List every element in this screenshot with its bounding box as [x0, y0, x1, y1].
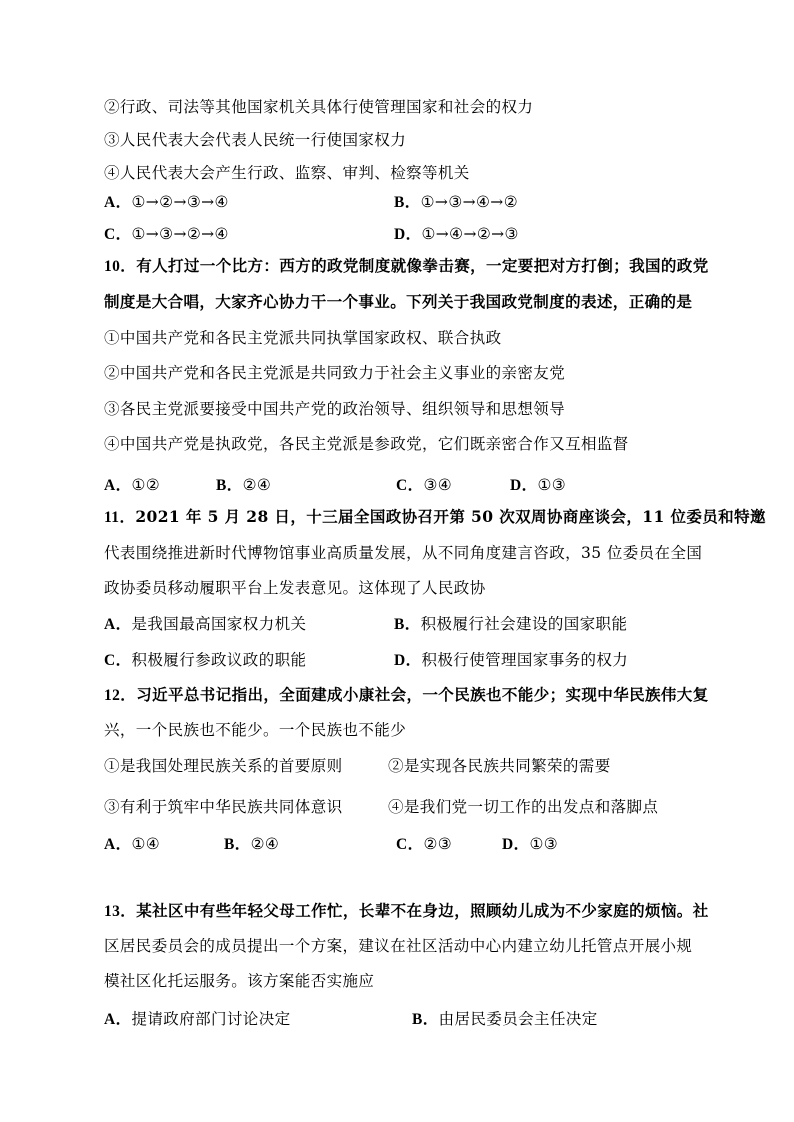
q9-option-a[interactable] [104, 190, 229, 212]
option-text: 积极行使管理国家事务的权力 [421, 651, 629, 669]
q13-stem-line-1 [104, 899, 709, 921]
question-number: 10． [104, 258, 137, 275]
q10-stem-line-1 [104, 254, 709, 276]
q13-option-b[interactable] [412, 1007, 598, 1029]
q12-option-d[interactable] [502, 832, 558, 854]
q13-stem-text-1: 某社区中有些年轻父母工作忙，长辈不在身边，照顾幼儿成为不少家庭的烦恼。社 [136, 901, 709, 920]
option-label: D． [394, 652, 422, 669]
option-label: B． [224, 836, 251, 853]
option-label: A． [104, 616, 132, 633]
q10-item-1: ①中国共产党和各民主党派共同执掌国家政权、联合执政 [104, 329, 502, 347]
q10-item-4: ④中国共产党是执政党，各民主党派是参政党，它们既亲密合作又互相监督 [104, 435, 629, 453]
q12-stem-line-1 [104, 683, 709, 705]
option-label: D． [502, 836, 530, 853]
option-text: ②④ [242, 476, 272, 494]
q11-stem-line-3: 政协委员移动履职平台上发表意见。这体现了人民政协 [104, 579, 486, 597]
option-label: C． [396, 477, 424, 494]
option-label: B． [412, 1011, 439, 1028]
option-text: 积极履行社会建设的国家职能 [420, 615, 628, 633]
option-label: A． [104, 1011, 132, 1028]
question-number: 11． [104, 509, 136, 526]
q9-option-b[interactable] [394, 190, 518, 212]
q12-item-2: ②是实现各民族共同繁荣的需要 [388, 757, 611, 775]
option-text: ①→④→②→③ [421, 225, 519, 243]
option-text: ①② [131, 476, 161, 494]
option-text: 是我国最高国家权力机关 [131, 615, 307, 633]
q11-option-d[interactable] [394, 648, 628, 670]
q9-item-2: ②行政、司法等其他国家机关具体行使管理国家和社会的权力 [104, 98, 534, 116]
option-label: D． [510, 477, 538, 494]
option-label: B． [394, 194, 421, 211]
q10-item-3: ③各民主党派要接受中国共产党的政治领导、组织领导和思想领导 [104, 400, 566, 418]
q10-option-a[interactable] [104, 473, 160, 495]
q11-option-b[interactable] [394, 612, 627, 634]
option-text: ①→③→④→② [420, 193, 518, 211]
option-text: ②④ [250, 835, 280, 853]
option-text: ①→③→②→④ [131, 225, 229, 243]
option-label: B． [216, 477, 243, 494]
option-text: ①③ [537, 476, 567, 494]
q9-option-d[interactable] [394, 222, 519, 244]
q11-stem-line-2: 代表围绕推进新时代博物馆事业高质量发展，从不同角度建言咨政，35 位委员在全国 [104, 544, 703, 562]
question-number: 12． [104, 687, 137, 704]
q12-option-a[interactable] [104, 832, 160, 854]
q13-stem-line-3: 模社区化托运服务。该方案能否实施应 [104, 972, 375, 990]
option-label: C． [396, 836, 424, 853]
q10-stem-text-1: 有人打过一个比方：西方的政党制度就像拳击赛，一定要把对方打倒；我国的政党 [136, 256, 709, 275]
q12-item-1: ①是我国处理民族关系的首要原则 [104, 757, 343, 775]
option-text: ②③ [423, 835, 453, 853]
option-text: ③④ [423, 476, 453, 494]
option-text: ①④ [131, 835, 161, 853]
option-text: 积极履行参政议政的职能 [131, 651, 307, 669]
q12-option-c[interactable] [396, 832, 452, 854]
option-text: ①③ [529, 835, 559, 853]
option-label: A． [104, 836, 132, 853]
option-text: 提请政府部门讨论决定 [131, 1010, 291, 1028]
q11-stem-line-1 [104, 505, 766, 527]
q12-item-4: ④是我们党一切工作的出发点和落脚点 [388, 798, 659, 816]
q9-item-3: ③人民代表大会代表人民统一行使国家权力 [104, 131, 407, 149]
q13-stem-line-2: 区居民委员会的成员提出一个方案，建议在社区活动中心内建立幼儿托管点开展小规 [104, 937, 693, 955]
q13-option-a[interactable] [104, 1007, 291, 1029]
q12-stem-text-1: 习近平总书记指出，全面建成小康社会，一个民族也不能少；实现中华民族伟大复 [136, 685, 709, 704]
q11-stem-text-1: 2021 年 5 月 28 日，十三届全国政协召开第 50 次双周协商座谈会，11 位委员和特邀 [135, 507, 766, 526]
q9-item-4: ④人民代表大会产生行政、监察、审判、检察等机关 [104, 164, 470, 182]
q10-option-b[interactable] [216, 473, 271, 495]
option-label: C． [104, 226, 132, 243]
option-text: ①→②→③→④ [131, 193, 229, 211]
q10-item-2: ②中国共产党和各民主党派是共同致力于社会主义事业的亲密友党 [104, 364, 566, 382]
q12-stem-line-2: 兴，一个民族也不能少。一个民族也不能少 [104, 721, 407, 739]
option-text: 由居民委员会主任决定 [438, 1010, 598, 1028]
q10-option-d[interactable] [510, 473, 566, 495]
q10-stem-line-2: 制度是大合唱，大家齐心协力干一个事业。下列关于我国政党制度的表述，正确的是 [104, 292, 693, 311]
option-label: A． [104, 477, 132, 494]
option-label: A． [104, 194, 132, 211]
question-number: 13． [104, 903, 137, 920]
option-label: B． [394, 616, 421, 633]
q12-item-3: ③有利于筑牢中华民族共同体意识 [104, 798, 343, 816]
option-label: D． [394, 226, 422, 243]
option-label: C． [104, 652, 132, 669]
q9-option-c[interactable] [104, 222, 229, 244]
q11-option-c[interactable] [104, 648, 306, 670]
q10-option-c[interactable] [396, 473, 452, 495]
q12-option-b[interactable] [224, 832, 279, 854]
q11-option-a[interactable] [104, 612, 306, 634]
